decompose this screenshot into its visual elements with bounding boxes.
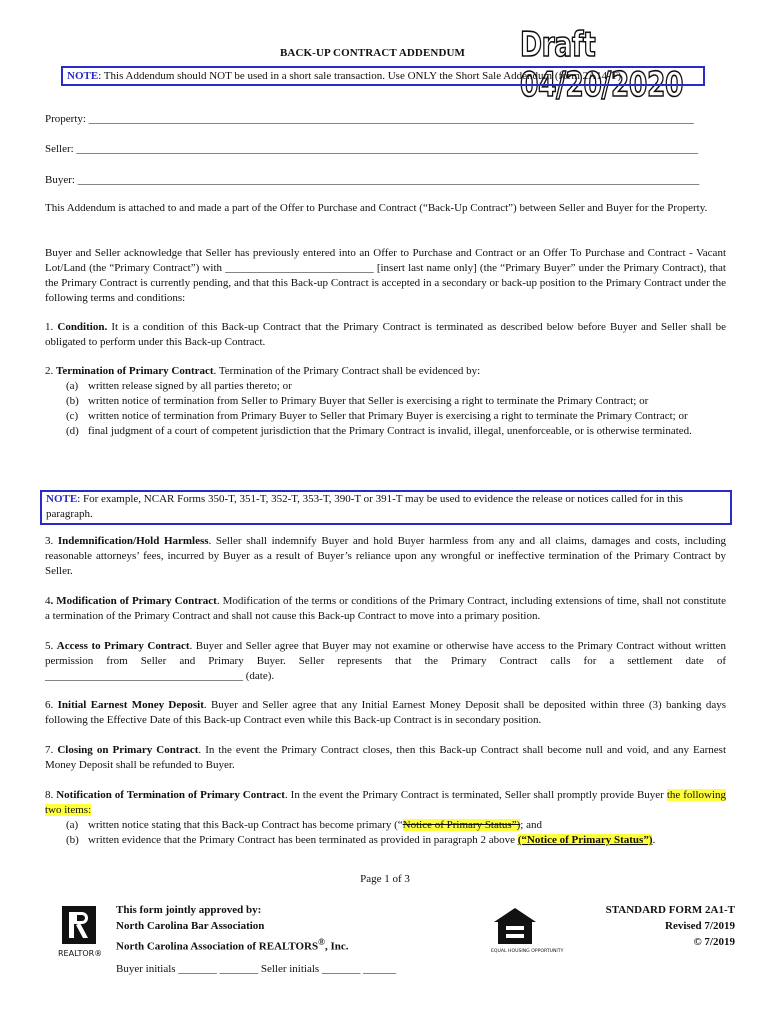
page-number: Page 1 of 3 (360, 873, 410, 885)
list-item: (a) written release signed by all parties thereto; or (66, 380, 292, 392)
section-access: 5. Access to Primary Contract. Buyer and Seller agree that Buyer may not examine or otherwise have access to the Primary Contract without written permission from Seller and Primary Buyer. Seller represents that the Primary Contract calls for a settlement date of ____________________________________ (date). (45, 640, 726, 682)
highlighted-text: (“Notice of Primary Status”) (517, 834, 653, 846)
list-item: (c) written notice of termination from Primary Buyer to Seller that Primary Buyer is exercising a right to terminate the Primary Contract; or (66, 410, 688, 422)
section-heading: Termination of Primary Contract (56, 365, 214, 377)
property-field[interactable]: Property: ______________________________________________________________________________________________________________ (45, 113, 694, 125)
form-identifier: STANDARD FORM 2A1-T Revised 7/2019 © 7/2019 (605, 904, 735, 948)
approval-block: This form jointly approved by: North Carolina Bar Association North Carolina Association of REALTORS®, Inc. (116, 904, 349, 953)
section-condition: 1. Condition. It is a condition of this Back-up Contract that the Primary Contract is terminated as described below before Buyer and Seller shall be obligated to perform under this Back-up Contract. (45, 321, 727, 348)
acknowledgment-paragraph: Buyer and Seller acknowledge that Seller has previously entered into an Offer to Purchase and Contract or an Offer To Purchase and Contract - Vacant Lot/Land (the “Primary Contract”) with ___________________________ [insert last name only] (the “Primary Buyer” under the Primary Contract), that the Primary Contract is currently pending, and that this Back-up Contract is accepted in a secondary or back-up position to the Primary Contract under the following terms and conditions: (45, 247, 726, 304)
page-title: BACK-UP CONTRACT ADDENDUM (280, 47, 466, 59)
section-modification: 4. Modification of Primary Contract. Modification of the terms or conditions of the Primary Contract, including extensions of time, shall not constitute a termination of the Primary Contract and shall not cause this Back-up Contract to move into a primary position. (45, 595, 726, 622)
initials-line[interactable]: Buyer initials _______ _______ Seller initials _______ ______ (116, 963, 397, 975)
highlighted-text: the following two items: (45, 789, 727, 816)
short-sale-note (61, 66, 705, 86)
seller-field[interactable]: Seller: _________________________________________________________________________________________________________________ (45, 143, 698, 155)
section-termination: 2. Termination of Primary Contract. Termination of the Primary Contract shall be evidenced by: (45, 365, 481, 377)
list-item: (a) written notice stating that this Back-up Contract has become primary (“Notice of Primary Status”); and (66, 819, 542, 831)
section-closing: 7. Closing on Primary Contract. In the event the Primary Contract closes, then this Back-up Contract shall become null and void, and any Earnest Money Deposit shall be refunded to Buyer. (45, 744, 726, 771)
equal-housing-icon (490, 906, 564, 958)
section-heading: Condition. (57, 321, 108, 333)
svg-text:EQUAL HOUSING OPPORTUNITY: EQUAL HOUSING OPPORTUNITY (491, 949, 564, 954)
list-item: (b) written evidence that the Primary Contract has been terminated as provided in paragraph 2 above (“Notice of Primary Status”). (66, 834, 656, 846)
note-label: NOTE (67, 70, 99, 82)
draft-stamp: Draft 04/20/2020 (520, 25, 684, 105)
section-indemnification: 3. Indemnification/Hold Harmless. Seller shall indemnify Buyer and hold Buyer harmless from any and all claims, damages and costs, including reasonable attorneys’ fees, incurred by Buyer as a result of Buyer’s reliance upon any wrongful or ineffective termination of the Primary Contract by Seller. (45, 535, 727, 577)
realtor-logo-icon (58, 906, 103, 958)
section-earnest-money: 6. Initial Earnest Money Deposit. Buyer and Seller agree that any Initial Earnest Money Deposit shall be deposited within three (3) banking days following the Effective Date of this Back-up Contract even while this Back-up Contract is in secondary position. (45, 699, 726, 726)
svg-text:REALTOR®: REALTOR® (58, 949, 103, 958)
intro-paragraph: This Addendum is attached to and made a part of the Offer to Purchase and Contract (“Back-Up Contract”) between Seller and Buyer for the Property. (45, 202, 708, 214)
termination-list (66, 379, 726, 439)
list-item: (b) written notice of termination from Seller to Primary Buyer that Seller is exercising a right to terminate the Primary Contract; or (66, 395, 649, 407)
note-text: : This Addendum should NOT be used in a short sale transaction. Use ONLY the Short Sale Addendum (form 2A14-T) (98, 70, 622, 82)
section-notification: 8. Notification of Termination of Primary Contract. In the event the Primary Contract is terminated, Seller shall promptly provide Buyer the following two items: (45, 789, 727, 816)
notification-list (66, 818, 726, 848)
struck-text: Notice of Primary Status”) (402, 819, 521, 831)
list-item: (d) final judgment of a court of competent jurisdiction that the Primary Contract is invalid, illegal, unenforceable, or is otherwise terminated. (66, 425, 692, 437)
note-label: NOTE (46, 493, 78, 505)
evidence-note: NOTE: For example, NCAR Forms 350-T, 351-T, 352-T, 353-T, 390-T or 391-T may be used to evidence the release or notices called for in this paragraph. (40, 490, 732, 525)
buyer-field[interactable]: Buyer: _________________________________________________________________________________________________________________ (45, 174, 700, 186)
